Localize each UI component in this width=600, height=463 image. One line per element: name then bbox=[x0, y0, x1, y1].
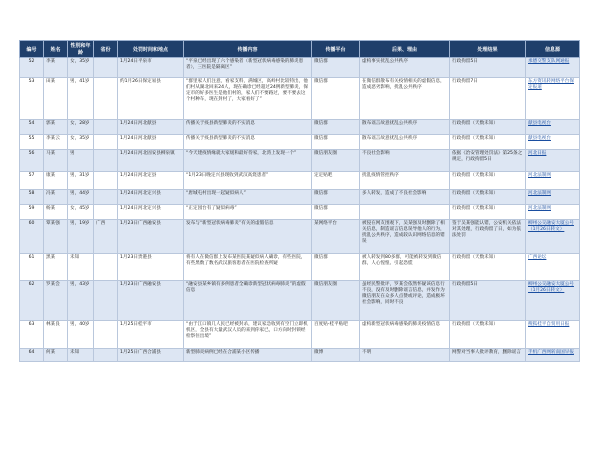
table-body bbox=[20, 58, 580, 362]
table-row bbox=[20, 135, 580, 150]
cell-gender-age: 男，43岁 bbox=[68, 281, 94, 321]
cell-reason: 虽经民警批评，罗某会依然怀疑该信息行不良，没有及时删除谣言信息，并发作为微信朋友在众多人点赞或评论，造成极坏社会影响，同时不良 bbox=[360, 281, 450, 321]
cell-no: 58 bbox=[20, 190, 44, 205]
table-row bbox=[20, 254, 580, 281]
cell-result: 签于吴某强能认错，公安机关依法对其处理，行政拘留了日，如为依法处罚 bbox=[450, 220, 526, 254]
cell-result: 行政拘留（天数未知） bbox=[450, 321, 526, 349]
cell-province bbox=[94, 205, 118, 220]
cell-reason: 虚构事实扰乱公共秩序 bbox=[360, 58, 450, 78]
header-no: 编号 bbox=[20, 41, 44, 58]
cell-platform: 微信群 bbox=[312, 135, 360, 150]
cell-gender-age: 男 bbox=[68, 150, 94, 172]
cell-platform: 微博 bbox=[312, 349, 360, 362]
cell-reason: 不良社会影响 bbox=[360, 150, 450, 172]
source-link[interactable]: 柳州公交融安大厦公号（1月26日转文） bbox=[526, 220, 580, 254]
table-row bbox=[20, 58, 580, 78]
cell-name: 罗某会 bbox=[44, 281, 68, 321]
cell-no: 59 bbox=[20, 205, 44, 220]
cell-time-place: 1月24日河北定县 bbox=[118, 172, 184, 190]
cell-platform: 微信群 bbox=[312, 254, 360, 281]
header-province: 省份 bbox=[94, 41, 118, 58]
table-row bbox=[20, 150, 580, 172]
cell-name: 何某 bbox=[44, 349, 68, 362]
cell-province bbox=[94, 78, 118, 120]
cell-platform: 百度贴-桂平贴吧 bbox=[312, 321, 360, 349]
cell-platform: 微信群 bbox=[312, 190, 360, 205]
cell-name: 李某 bbox=[44, 58, 68, 78]
source-link[interactable]: 河北法制网 bbox=[526, 172, 580, 190]
cell-reason: 被侵在网友围观下，吴某强及时删除了相关信息，制造谣言信息误导他人的行为，扰乱公共秩序，造成较认识网络信息的错误 bbox=[360, 220, 450, 254]
cell-content: “由于江口镇几人民已经被封杀，建议家急收到有空门立即机机区，全县有大量武汉人员的来到你家已，口方向时封锁经检察住出境” bbox=[184, 321, 312, 349]
cell-result: 行政拘留（天数未知） bbox=[450, 205, 526, 220]
cell-platform: 微信群 bbox=[312, 58, 360, 78]
cell-reason: 散布谣言故意扰乱公共秩序 bbox=[360, 135, 450, 150]
cell-name: 冯某 bbox=[44, 190, 68, 205]
cell-gender-age: 女，35岁 bbox=[68, 58, 94, 78]
cell-province bbox=[94, 254, 118, 281]
cell-content: “正定园台有了疑似病毒” bbox=[184, 205, 312, 220]
cell-time-place: 1月24日河北固安县柳泉镇 bbox=[118, 150, 184, 172]
cell-time-place: 1月24日河北定兴县 bbox=[118, 190, 184, 205]
source-link[interactable]: 手机广西网转南国早报 bbox=[526, 349, 580, 362]
cell-province: 广西 bbox=[94, 220, 118, 254]
header-source: 信息源 bbox=[526, 41, 580, 58]
cell-platform: 微信群 bbox=[312, 120, 360, 135]
source-link[interactable]: 广西论坛 bbox=[526, 254, 580, 281]
header-result: 处理结果 bbox=[450, 41, 526, 58]
table-row bbox=[20, 120, 580, 135]
cell-reason: 不明 bbox=[360, 349, 450, 362]
source-link[interactable]: 搜狐桂平自贸用日报 bbox=[526, 321, 580, 349]
cell-province bbox=[94, 190, 118, 205]
cell-name: 林某良 bbox=[44, 321, 68, 349]
table-row bbox=[20, 190, 580, 205]
cell-gender-age: 男，44岁 bbox=[68, 190, 94, 205]
cell-time-place: 1月23日贵港县 bbox=[118, 254, 184, 281]
source-link[interactable]: 河北日报 bbox=[526, 150, 580, 172]
cell-reason: 被人转发到80多群，可能被转发到微信群，人心惶惶、引起恐慌 bbox=[360, 254, 450, 281]
cell-platform: 微信朋友圈 bbox=[312, 281, 360, 321]
cell-content: 发布与“新型冠状病毒肺炎”有关的虚假信息 bbox=[184, 220, 312, 254]
source-link[interactable]: 东方资讯转网络平台保定报道 bbox=[526, 78, 580, 120]
cell-content: “今天建疫情缘就大家缓和最好待家，北湾上发现一个” bbox=[184, 150, 312, 172]
cell-result: 行政拘留5日 bbox=[450, 58, 526, 78]
cell-no: 56 bbox=[20, 150, 44, 172]
source-link[interactable]: 河北法制网 bbox=[526, 205, 580, 220]
cell-content: “唐城屯村出现一起疑似病人” bbox=[184, 190, 312, 205]
cell-name: 田某 bbox=[44, 78, 68, 120]
header-platform: 传播平台 bbox=[312, 41, 360, 58]
cell-platform: 微信群 bbox=[312, 78, 360, 120]
cell-no: 52 bbox=[20, 58, 44, 78]
cell-province bbox=[94, 120, 118, 135]
cell-gender-age: 女，28岁 bbox=[68, 120, 94, 135]
cell-result: 行政拘留5日 bbox=[450, 281, 526, 321]
cell-result: 行政拘留（天数未知） bbox=[450, 120, 526, 135]
cell-reason: 在微信群散布有关疫情相关的虚假信息，造成恶劣影响，扰乱公共秩序 bbox=[360, 78, 450, 120]
cell-province bbox=[94, 58, 118, 78]
cell-result: 行政拘留（天数未知） bbox=[450, 135, 526, 150]
cell-time-place: 1月23日广西融安县 bbox=[118, 281, 184, 321]
cell-content: “群里家人们注意，看家支料，满城区，高岭村比较特出，他们村从湖北回来24人，现在确诊已经超过24例新型肺炎，保定市的好多医生是他们村的，家人们不要路过，要不要去这个村种车，现在封村了，大家看好了” bbox=[184, 78, 312, 120]
cell-province bbox=[94, 135, 118, 150]
cell-result: 行政拘留（天数未知） bbox=[450, 190, 526, 205]
table-row bbox=[20, 349, 580, 362]
cell-name: 康某 bbox=[44, 172, 68, 190]
cell-reason bbox=[360, 205, 450, 220]
cell-name: 郭某 bbox=[44, 120, 68, 135]
cell-no: 54 bbox=[20, 120, 44, 135]
cell-gender-age: 男，41岁 bbox=[68, 78, 94, 120]
cell-province bbox=[94, 281, 118, 321]
cell-reason: 多人转发，造成了不良社会影响 bbox=[360, 190, 450, 205]
cell-content: 新型肺炎病例已经在合浦某小区传播 bbox=[184, 349, 312, 362]
cell-no: 57 bbox=[20, 172, 44, 190]
cell-result: 网警对当事人批评教育，删除谣言 bbox=[450, 349, 526, 362]
cell-platform: 定定贴吧 bbox=[312, 172, 360, 190]
cell-province bbox=[94, 321, 118, 349]
cell-province bbox=[94, 150, 118, 172]
cell-time-place: 约1月26日保定易县 bbox=[118, 78, 184, 120]
cell-time-place: 1月24日河北献县 bbox=[118, 120, 184, 135]
source-link[interactable]: 献县电视台 bbox=[526, 120, 580, 135]
cell-gender-age: 女，35岁 bbox=[68, 135, 94, 150]
cell-content: “融安县某乡镇有多例患者全确诊新型冠状病毒肺炎”的虚假信息 bbox=[184, 281, 312, 321]
table-row bbox=[20, 220, 580, 254]
cell-no: 60 bbox=[20, 220, 44, 254]
cell-content: 传播关于疫县新型肺炎的不实消息 bbox=[184, 135, 312, 150]
cell-gender-age: 未知 bbox=[68, 349, 94, 362]
cell-gender-age: 女，45岁 bbox=[68, 205, 94, 220]
header-time-place: 处罚时间和地点 bbox=[118, 41, 184, 58]
cell-content: “平泉已经出现了六个感染者（新型冠状病毒感染的肺炎患者），三医院是隔离区” bbox=[184, 58, 312, 78]
cell-result: 行政拘留（天数未知） bbox=[450, 254, 526, 281]
header-name: 姓名 bbox=[44, 41, 68, 58]
cell-gender-age: 男，31岁 bbox=[68, 172, 94, 190]
header-gender-age: 性别和年龄 bbox=[68, 41, 94, 58]
cell-no: 55 bbox=[20, 135, 44, 150]
cell-no: 53 bbox=[20, 78, 44, 120]
table-row bbox=[20, 281, 580, 321]
cell-no: 61 bbox=[20, 254, 44, 281]
table-row bbox=[20, 78, 580, 120]
cell-no: 64 bbox=[20, 349, 44, 362]
table-row bbox=[20, 205, 580, 220]
source-link[interactable]: 献县电视台 bbox=[526, 135, 580, 150]
cell-gender-age: 男，40岁 bbox=[68, 321, 94, 349]
cell-platform: 某网络平台 bbox=[312, 220, 360, 254]
header-content: 传播内容 bbox=[184, 41, 312, 58]
cell-content: 传播关于疫县新型肺炎的不实消息 bbox=[184, 120, 312, 135]
cell-no: 62 bbox=[20, 281, 44, 321]
cell-gender-age: 男，19岁 bbox=[68, 220, 94, 254]
source-link[interactable]: 承德交警支队网通报 bbox=[526, 58, 580, 78]
cell-name: 黑某 bbox=[44, 254, 68, 281]
cell-time-place: 1月24日平泉市 bbox=[118, 58, 184, 78]
cell-platform: 微信群 bbox=[312, 205, 360, 220]
cell-reason: 散布谣言故意扰乱公共秩序 bbox=[360, 120, 450, 135]
header-reason: 后果、理由 bbox=[360, 41, 450, 58]
penalty-records-table bbox=[19, 40, 580, 362]
cell-content: 将有人在微信群上发布某医院某疑似病人确诊，有些医院，有些黑数了数名武汉旅客患者在医院检查所疑 bbox=[184, 254, 312, 281]
cell-time-place: 1月23日广西融安县 bbox=[118, 220, 184, 254]
source-link[interactable]: 河北法制网 bbox=[526, 190, 580, 205]
cell-reason: 扰乱疫情管控秩序 bbox=[360, 172, 450, 190]
cell-result: 行政拘留7日 bbox=[450, 78, 526, 120]
cell-result: 依据《治安管理处罚法》第25条之规定，行政拘留5日 bbox=[450, 150, 526, 172]
cell-province bbox=[94, 349, 118, 362]
cell-platform: 微信朋友圈 bbox=[312, 150, 360, 172]
cell-name: 覃某强 bbox=[44, 220, 68, 254]
cell-time-place: 1月25日广西合浦县 bbox=[118, 349, 184, 362]
cell-time-place: 1月25日桂平市 bbox=[118, 321, 184, 349]
cell-name: 马某 bbox=[44, 150, 68, 172]
table-row bbox=[20, 172, 580, 190]
source-link[interactable]: 柳州公交融安大厦公号（1月26日转文） bbox=[526, 281, 580, 321]
cell-time-place: 1月24日河北献县 bbox=[118, 135, 184, 150]
cell-result: 行政拘留（天数未知） bbox=[450, 172, 526, 190]
cell-content: “1月23日晚定兴县现收到武汉高烧患者” bbox=[184, 172, 312, 190]
cell-name: 杨某 bbox=[44, 205, 68, 220]
table-header-row bbox=[20, 41, 580, 58]
cell-gender-age: 未知 bbox=[68, 254, 94, 281]
table-row bbox=[20, 321, 580, 349]
cell-name: 李某云 bbox=[44, 135, 68, 150]
cell-no: 63 bbox=[20, 321, 44, 349]
cell-time-place: 1月24日河北定兴县 bbox=[118, 205, 184, 220]
cell-province bbox=[94, 172, 118, 190]
cell-reason: 虚构新型冠状病毒感染的肺炎疫情信息 bbox=[360, 321, 450, 349]
